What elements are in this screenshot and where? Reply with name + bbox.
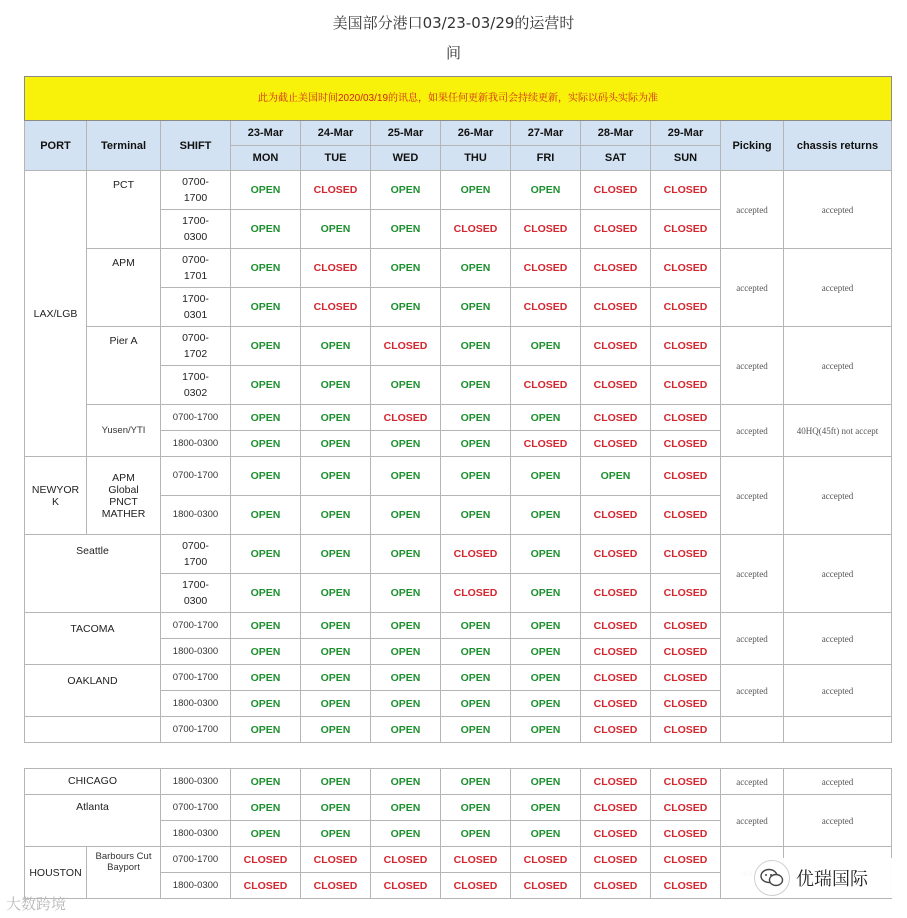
status-open: OPEN	[441, 366, 511, 405]
status-open: OPEN	[231, 366, 301, 405]
picking-status: accepted	[721, 457, 784, 535]
status-open: OPEN	[511, 691, 581, 717]
header-port: PORT	[25, 121, 87, 171]
status-open: OPEN	[441, 795, 511, 821]
status-closed: CLOSED	[511, 366, 581, 405]
status-closed: CLOSED	[651, 496, 721, 535]
header-day: TUE	[301, 146, 371, 171]
port-name: LAX/LGB	[25, 171, 87, 457]
status-closed: CLOSED	[651, 613, 721, 639]
status-open: OPEN	[511, 405, 581, 431]
status-open: OPEN	[231, 249, 301, 288]
status-open: OPEN	[441, 691, 511, 717]
status-open: OPEN	[441, 457, 511, 496]
status-closed: CLOSED	[651, 366, 721, 405]
status-closed: CLOSED	[651, 249, 721, 288]
status-closed: CLOSED	[441, 873, 511, 899]
status-open: OPEN	[511, 665, 581, 691]
status-open: OPEN	[231, 821, 301, 847]
status-closed: CLOSED	[581, 639, 651, 665]
status-closed: CLOSED	[581, 821, 651, 847]
shift-time: 1800-0300	[161, 873, 231, 899]
status-open: OPEN	[511, 574, 581, 613]
chassis-returns-status: accepted	[784, 171, 892, 249]
status-closed: CLOSED	[581, 613, 651, 639]
status-open: OPEN	[511, 496, 581, 535]
status-closed: CLOSED	[231, 873, 301, 899]
status-closed: CLOSED	[511, 847, 581, 873]
status-open: OPEN	[441, 405, 511, 431]
header-date: 27-Mar	[511, 121, 581, 146]
status-closed: CLOSED	[581, 847, 651, 873]
empty-cell	[784, 717, 892, 743]
status-closed: CLOSED	[301, 171, 371, 210]
status-open: OPEN	[511, 769, 581, 795]
status-open: OPEN	[301, 717, 371, 743]
port-name: HOUSTON	[25, 847, 87, 899]
status-closed: CLOSED	[581, 249, 651, 288]
status-open: OPEN	[441, 496, 511, 535]
watermark-brand-text: 优瑞国际	[796, 869, 868, 890]
status-open: OPEN	[511, 327, 581, 366]
status-closed: CLOSED	[651, 769, 721, 795]
shift-time: 1800-0300	[161, 821, 231, 847]
status-open: OPEN	[371, 171, 441, 210]
status-open: OPEN	[441, 769, 511, 795]
status-open: OPEN	[581, 457, 651, 496]
status-closed: CLOSED	[581, 366, 651, 405]
empty-cell	[25, 717, 161, 743]
page-title: 美国部分港口03/23-03/29的运营时	[332, 14, 575, 32]
header-date: 29-Mar	[651, 121, 721, 146]
status-closed: CLOSED	[511, 249, 581, 288]
status-closed: CLOSED	[511, 288, 581, 327]
status-closed: CLOSED	[371, 847, 441, 873]
shift-time: 0700- 1702	[161, 327, 231, 366]
page-title-continued: 间	[445, 44, 461, 62]
status-open: OPEN	[231, 457, 301, 496]
status-closed: CLOSED	[511, 210, 581, 249]
picking-status: accepted	[721, 535, 784, 613]
status-open: OPEN	[301, 639, 371, 665]
shift-time: 0700-1700	[161, 795, 231, 821]
status-open: OPEN	[511, 613, 581, 639]
status-closed: CLOSED	[651, 639, 721, 665]
status-closed: CLOSED	[651, 873, 721, 899]
status-open: OPEN	[371, 613, 441, 639]
port-name: Atlanta	[25, 795, 161, 847]
status-closed: CLOSED	[581, 769, 651, 795]
port-name: Seattle	[25, 535, 161, 613]
terminal-name: Barbours Cut Bayport	[87, 847, 161, 899]
status-closed: CLOSED	[651, 691, 721, 717]
shift-time: 1800-0300	[161, 431, 231, 457]
shift-time: 0700-1700	[161, 847, 231, 873]
status-closed: CLOSED	[581, 327, 651, 366]
status-closed: CLOSED	[511, 431, 581, 457]
picking-status: accepted	[721, 249, 784, 327]
status-open: OPEN	[371, 249, 441, 288]
status-open: OPEN	[371, 210, 441, 249]
status-open: OPEN	[231, 496, 301, 535]
picking-status: accepted	[721, 171, 784, 249]
status-open: OPEN	[371, 288, 441, 327]
header-chassis-returns: chassis returns	[784, 121, 892, 171]
header-day: FRI	[511, 146, 581, 171]
status-open: OPEN	[371, 639, 441, 665]
status-open: OPEN	[371, 366, 441, 405]
shift-time: 1700- 0302	[161, 366, 231, 405]
shift-time: 1700- 0300	[161, 210, 231, 249]
status-open: OPEN	[511, 795, 581, 821]
status-open: OPEN	[371, 665, 441, 691]
status-closed: CLOSED	[651, 574, 721, 613]
status-open: OPEN	[231, 327, 301, 366]
status-open: OPEN	[231, 639, 301, 665]
header-day: SUN	[651, 146, 721, 171]
status-open: OPEN	[511, 639, 581, 665]
status-open: OPEN	[511, 821, 581, 847]
status-open: OPEN	[441, 639, 511, 665]
header-date: 28-Mar	[581, 121, 651, 146]
status-open: OPEN	[301, 457, 371, 496]
header-date: 26-Mar	[441, 121, 511, 146]
status-open: OPEN	[231, 717, 301, 743]
status-closed: CLOSED	[651, 210, 721, 249]
chassis-returns-status: accepted	[784, 249, 892, 327]
chassis-returns-status: accepted	[784, 457, 892, 535]
status-open: OPEN	[441, 327, 511, 366]
status-open: OPEN	[301, 535, 371, 574]
status-open: OPEN	[231, 431, 301, 457]
status-open: OPEN	[511, 457, 581, 496]
notice-banner: 此为截止美国时间2020/03/19的讯息，如果任何更新我司会持续更新，实际以码头实际为准	[25, 77, 892, 121]
status-closed: CLOSED	[581, 691, 651, 717]
status-open: OPEN	[511, 171, 581, 210]
status-open: OPEN	[371, 691, 441, 717]
chassis-returns-status: accepted	[784, 795, 892, 847]
status-closed: CLOSED	[441, 847, 511, 873]
status-closed: CLOSED	[301, 249, 371, 288]
picking-status: accepted	[721, 327, 784, 405]
status-closed: CLOSED	[301, 873, 371, 899]
status-open: OPEN	[231, 171, 301, 210]
shift-time: 0700-1700	[161, 457, 231, 496]
shift-time: 1800-0300	[161, 496, 231, 535]
status-open: OPEN	[441, 171, 511, 210]
upper-schedule-table	[24, 76, 892, 743]
status-open: OPEN	[441, 288, 511, 327]
status-open: OPEN	[301, 665, 371, 691]
status-closed: CLOSED	[581, 496, 651, 535]
status-open: OPEN	[371, 496, 441, 535]
port-name: NEWYOR K	[25, 457, 87, 535]
status-closed: CLOSED	[581, 210, 651, 249]
terminal-name: APM	[87, 249, 161, 327]
shift-time: 1800-0300	[161, 691, 231, 717]
picking-status: accepted	[721, 795, 784, 847]
status-open: OPEN	[371, 717, 441, 743]
header-day: MON	[231, 146, 301, 171]
status-open: OPEN	[231, 613, 301, 639]
status-open: OPEN	[441, 821, 511, 847]
status-closed: CLOSED	[581, 535, 651, 574]
status-open: OPEN	[231, 665, 301, 691]
status-closed: CLOSED	[651, 457, 721, 496]
chassis-returns-status: accepted	[784, 769, 892, 795]
status-open: OPEN	[371, 431, 441, 457]
status-open: OPEN	[301, 613, 371, 639]
status-open: OPEN	[371, 795, 441, 821]
status-closed: CLOSED	[441, 574, 511, 613]
status-closed: CLOSED	[651, 288, 721, 327]
shift-time: 0700-1700	[161, 665, 231, 691]
shift-time: 1800-0300	[161, 639, 231, 665]
status-closed: CLOSED	[301, 847, 371, 873]
shift-time: 0700- 1700	[161, 535, 231, 574]
shift-time: 0700-1700	[161, 613, 231, 639]
status-closed: CLOSED	[651, 717, 721, 743]
status-open: OPEN	[231, 210, 301, 249]
header-day: SAT	[581, 146, 651, 171]
status-open: OPEN	[231, 574, 301, 613]
header-day: THU	[441, 146, 511, 171]
status-closed: CLOSED	[651, 327, 721, 366]
status-closed: CLOSED	[581, 431, 651, 457]
header-date: 23-Mar	[231, 121, 301, 146]
port-name: OAKLAND	[25, 665, 161, 717]
status-closed: CLOSED	[441, 535, 511, 574]
status-open: OPEN	[371, 769, 441, 795]
status-closed: CLOSED	[581, 665, 651, 691]
chassis-returns-status: 40HQ(45ft) not accept	[784, 405, 892, 457]
status-open: OPEN	[301, 795, 371, 821]
status-open: OPEN	[301, 769, 371, 795]
terminal-name: APM Global PNCT MATHER	[87, 457, 161, 535]
status-closed: CLOSED	[581, 795, 651, 821]
shift-time: 0700-1700	[161, 717, 231, 743]
status-open: OPEN	[301, 431, 371, 457]
port-name: TACOMA	[25, 613, 161, 665]
status-open: OPEN	[301, 210, 371, 249]
status-open: OPEN	[231, 795, 301, 821]
status-closed: CLOSED	[371, 405, 441, 431]
status-open: OPEN	[441, 665, 511, 691]
status-open: OPEN	[231, 405, 301, 431]
status-closed: CLOSED	[651, 795, 721, 821]
status-closed: CLOSED	[651, 665, 721, 691]
header-terminal: Terminal	[87, 121, 161, 171]
terminal-name: Pier A	[87, 327, 161, 405]
status-open: OPEN	[511, 535, 581, 574]
status-closed: CLOSED	[581, 717, 651, 743]
shift-time: 1700- 0300	[161, 574, 231, 613]
header-day: WED	[371, 146, 441, 171]
picking-status: accepted	[721, 769, 784, 795]
status-open: OPEN	[371, 821, 441, 847]
terminal-name: PCT	[87, 171, 161, 249]
status-open: OPEN	[441, 249, 511, 288]
status-open: OPEN	[511, 717, 581, 743]
status-closed: CLOSED	[651, 405, 721, 431]
status-closed: CLOSED	[651, 431, 721, 457]
status-open: OPEN	[301, 405, 371, 431]
status-open: OPEN	[371, 574, 441, 613]
status-closed: CLOSED	[651, 535, 721, 574]
status-closed: CLOSED	[651, 171, 721, 210]
status-open: OPEN	[231, 769, 301, 795]
status-closed: CLOSED	[371, 873, 441, 899]
status-open: OPEN	[301, 821, 371, 847]
status-open: OPEN	[301, 327, 371, 366]
header-date: 24-Mar	[301, 121, 371, 146]
shift-time: 0700- 1700	[161, 171, 231, 210]
status-open: OPEN	[231, 288, 301, 327]
watermark-right	[722, 858, 892, 898]
chassis-returns-status: accepted	[784, 535, 892, 613]
status-open: OPEN	[301, 496, 371, 535]
header-shift: SHIFT	[161, 121, 231, 171]
status-closed: CLOSED	[511, 873, 581, 899]
chassis-returns-status: accepted	[784, 613, 892, 665]
status-closed: CLOSED	[441, 210, 511, 249]
status-open: OPEN	[301, 691, 371, 717]
shift-time: 0700-1700	[161, 405, 231, 431]
status-closed: CLOSED	[581, 288, 651, 327]
header-picking: Picking	[721, 121, 784, 171]
status-closed: CLOSED	[651, 847, 721, 873]
status-open: OPEN	[371, 457, 441, 496]
status-open: OPEN	[231, 691, 301, 717]
status-open: OPEN	[441, 717, 511, 743]
empty-cell	[721, 717, 784, 743]
status-open: OPEN	[371, 535, 441, 574]
status-closed: CLOSED	[581, 574, 651, 613]
status-closed: CLOSED	[301, 288, 371, 327]
status-closed: CLOSED	[581, 873, 651, 899]
wechat-logo-icon	[754, 860, 790, 896]
shift-time: 1700- 0301	[161, 288, 231, 327]
watermark-left: 大数跨境	[6, 895, 67, 913]
picking-status: accepted	[721, 613, 784, 665]
status-closed: CLOSED	[581, 405, 651, 431]
header-date: 25-Mar	[371, 121, 441, 146]
port-name: CHICAGO	[25, 769, 161, 795]
status-closed: CLOSED	[581, 171, 651, 210]
status-open: OPEN	[301, 574, 371, 613]
status-closed: CLOSED	[231, 847, 301, 873]
shift-time: 1800-0300	[161, 769, 231, 795]
status-closed: CLOSED	[651, 821, 721, 847]
chassis-returns-status: accepted	[784, 327, 892, 405]
shift-time: 0700- 1701	[161, 249, 231, 288]
picking-status: accepted	[721, 665, 784, 717]
status-open: OPEN	[301, 366, 371, 405]
status-open: OPEN	[441, 613, 511, 639]
picking-status: accepted	[721, 405, 784, 457]
chassis-returns-status: accepted	[784, 665, 892, 717]
terminal-name: Yusen/YTI	[87, 405, 161, 457]
status-closed: CLOSED	[371, 327, 441, 366]
status-open: OPEN	[441, 431, 511, 457]
status-open: OPEN	[231, 535, 301, 574]
